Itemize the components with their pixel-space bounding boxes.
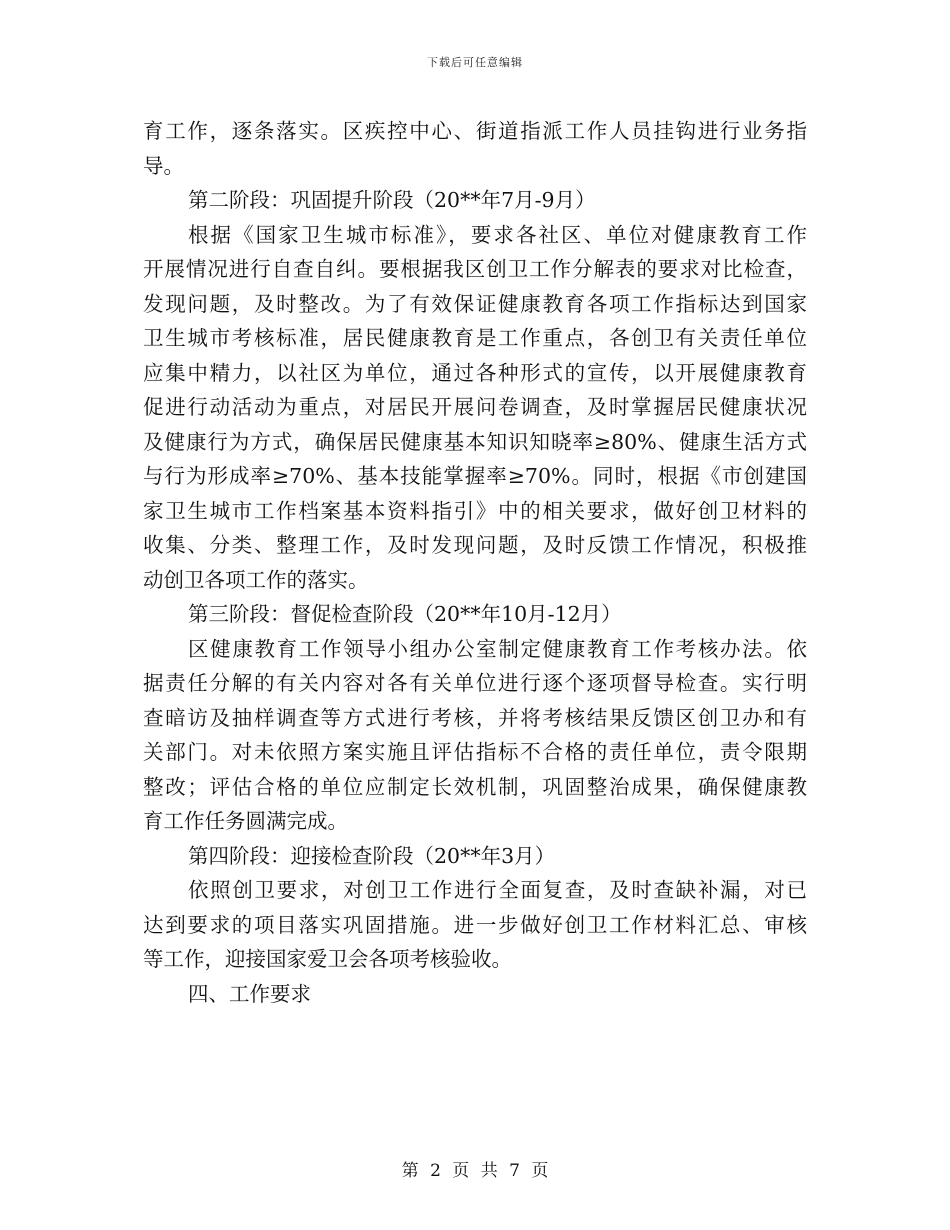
body-line: 收集、分类、整理工作，及时发现问题，及时反馈工作情况，积极推 [143, 533, 807, 557]
section-heading: 第二阶段：巩固提升阶段（20**年7月-9月） [188, 188, 596, 212]
body-line: 卫生城市考核标准，居民健康教育是工作重点，各创卫有关责任单位 [143, 326, 807, 350]
body-line: 发现问题，及时整改。为了有效保证健康教育各项工作指标达到国家 [143, 291, 807, 316]
body-line: 查暗访及抽样调查等方式进行考核，并将考核结果反馈区创卫办和有 [143, 705, 807, 730]
body-line: 导。 [143, 153, 184, 178]
body-line: 家卫生城市工作档案基本资料指引》中的相关要求，做好创卫材料的 [143, 498, 807, 523]
body-line: 关部门。对未依照方案实施且评估指标不合格的责任单位，责令限期 [143, 740, 807, 764]
body-line: 育工作任务圆满完成。 [143, 809, 348, 833]
body-line: 根据《国家卫生城市标准》，要求各社区、单位对健康教育工作 [188, 222, 807, 247]
body-line: 及健康行为方式，确保居民健康基本知识知晓率≥80%、健康生活方式 [143, 429, 807, 454]
page-footer: 第 2 页 共 7 页 [401, 1161, 549, 1181]
section-heading: 第四阶段：迎接检查阶段（20**年3月） [188, 843, 556, 868]
body-line: 育工作，逐条落实。区疾控中心、街道指派工作人员挂钩进行业务指 [143, 119, 807, 143]
body-line: 依照创卫要求，对创卫工作进行全面复查，及时查缺补漏，对已 [188, 878, 807, 902]
body-line: 等工作，迎接国家爱卫会各项考核验收。 [143, 947, 512, 971]
section-heading: 四、工作要求 [188, 981, 311, 1006]
body-line: 整改；评估合格的单位应制定长效机制，巩固整治成果，确保健康教 [143, 774, 807, 799]
body-line: 动创卫各项工作的落实。 [143, 567, 369, 592]
body-line: 达到要求的项目落实巩固措施。进一步做好创卫工作材料汇总、审核 [143, 912, 807, 937]
section-heading: 第三阶段：督促检查阶段（20**年10月-12月） [188, 602, 622, 626]
body-line: 区健康教育工作领导小组办公室制定健康教育工作考核办法。依 [188, 636, 807, 661]
body-line: 开展情况进行自查自纠。要根据我区创卫工作分解表的要求对比检查， [143, 257, 807, 281]
body-line: 应集中精力，以社区为单位，通过各种形式的宣传，以开展健康教育 [143, 360, 807, 385]
body-line: 促进行动活动为重点，对居民开展问卷调查，及时掌握居民健康状况 [143, 395, 807, 419]
body-line: 据责任分解的有关内容对各有关单位进行逐个逐项督导检查。实行明 [143, 671, 807, 695]
document-body [143, 114, 807, 1011]
page-header: 下载后可任意编辑 [427, 56, 523, 69]
body-line: 与行为形成率≥70%、基本技能掌握率≥70%。同时，根据《市创建国 [143, 464, 807, 488]
